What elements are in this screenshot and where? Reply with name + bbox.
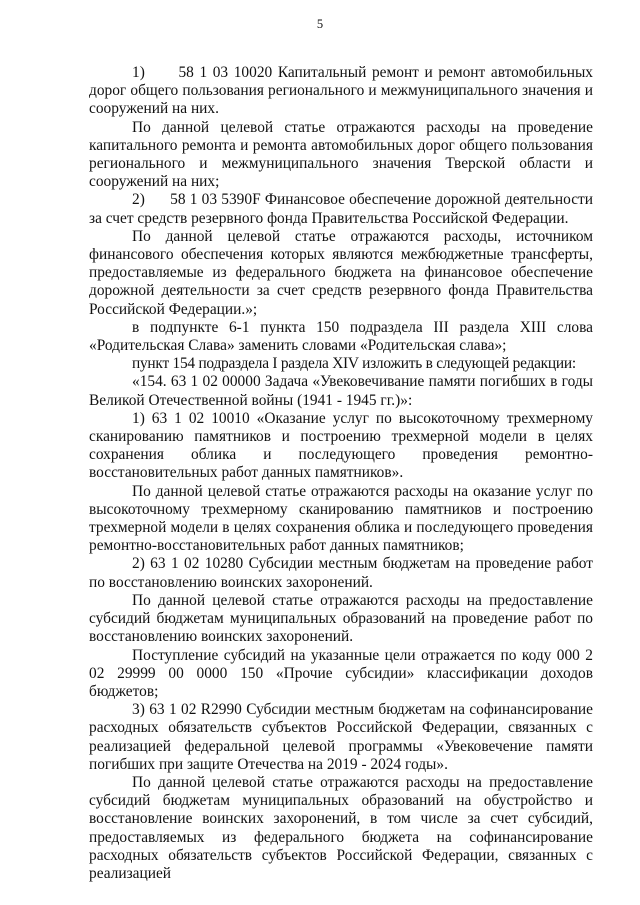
paragraph-amendment-point-154: пункт 154 подраздела I раздела XIV изложить в следующей редакции:: [132, 355, 576, 373]
paragraph-subitem-3-cofinancing: 3) 63 1 02 R2990 Субсидии местным бюджетам на софинансирование расходных обязательств субъектов Российской Федерации, связанных с реализацией федеральной целевой программы «Увековечение памяти погибших при защите Отечества на 2019 - 2024 годы».: [89, 701, 593, 773]
paragraph-item-1-description: По данной целевой статье отражаются расходы на проведение капитального ремонта и ремонта автомобильных дорог общего пользования регионального и межмуниципального значения Тверской области и сооружений на них;: [89, 118, 593, 191]
paragraph-subsidy-income-code: Поступление субсидий на указанные цели отражается по коду 000 2 02 29999 00 0000 150 «Прочие субсидии» классификации доходов бюджетов;: [89, 646, 593, 700]
paragraph-item-1-road-repair: 1) 58 1 03 10020 Капитальный ремонт и ремонт автомобильных дорог общего пользования регионального и межмуниципального значения и сооружений на них.: [89, 64, 593, 118]
paragraph-amendment-rodit-slava: в подпункте 6-1 пункта 150 подраздела III раздела XIII слова «Родительская Слава» заменить словами «Родительская слава»;: [89, 318, 593, 355]
paragraph-subitem-3-description: По данной целевой статье отражаются расходы на предоставление субсидий бюджетам муниципальных образований на обустройство и восстановление воинских захоронений, в том числе за счет субсидий, предоставляемых из федерального бюджета на софинансирование расходных обязательств субъектов Российской Федерации, связанных с реализацией: [89, 773, 593, 882]
paragraph-subitem-1-scanning: 1) 63 1 02 10010 «Оказание услуг по высокоточному трехмерному сканированию памятников и построению трехмерной модели в целях сохранения облика и последующего проведения ремонтно-восстановительных работ данных памятников».: [89, 409, 593, 482]
paragraph-task-154: «154. 63 1 02 00000 Задача «Увековечивание памяти погибших в годы Великой Отечественной войны (1941 - 1945 гг.)»:: [89, 373, 593, 409]
document-body: [89, 64, 593, 883]
paragraph-subitem-1-description: По данной целевой статье отражаются расходы на оказание услуг по высокоточному трехмерному сканированию памятников и построению трехмерной модели в целях сохранения облика и последующего проведения ремонтно-восстановительных работ данных памятников;: [89, 482, 593, 555]
paragraph-item-2-reserve-fund: 2) 58 1 03 5390F Финансовое обеспечение дорожной деятельности за счет средств резервного фонда Правительства Российской Федерации.: [89, 191, 593, 227]
paragraph-subitem-2-burials: 2) 63 1 02 10280 Субсидии местным бюджетам на проведение работ по восстановлению воинских захоронений.: [89, 555, 593, 591]
page-number: 5: [316, 17, 324, 31]
paragraph-subitem-2-description: По данной целевой статье отражаются расходы на предоставление субсидий бюджетам муниципальных образований на проведение работ по восстановлению воинских захоронений.: [89, 591, 593, 646]
paragraph-item-2-description: По данной целевой статье отражаются расходы, источником финансового обеспечения которых являются межбюджетные трансферты, предоставляемые из федерального бюджета на финансовое обеспечение дорожной деятельности за счет средств резервного фонда Правительства Российской Федерации.»;: [89, 227, 593, 318]
